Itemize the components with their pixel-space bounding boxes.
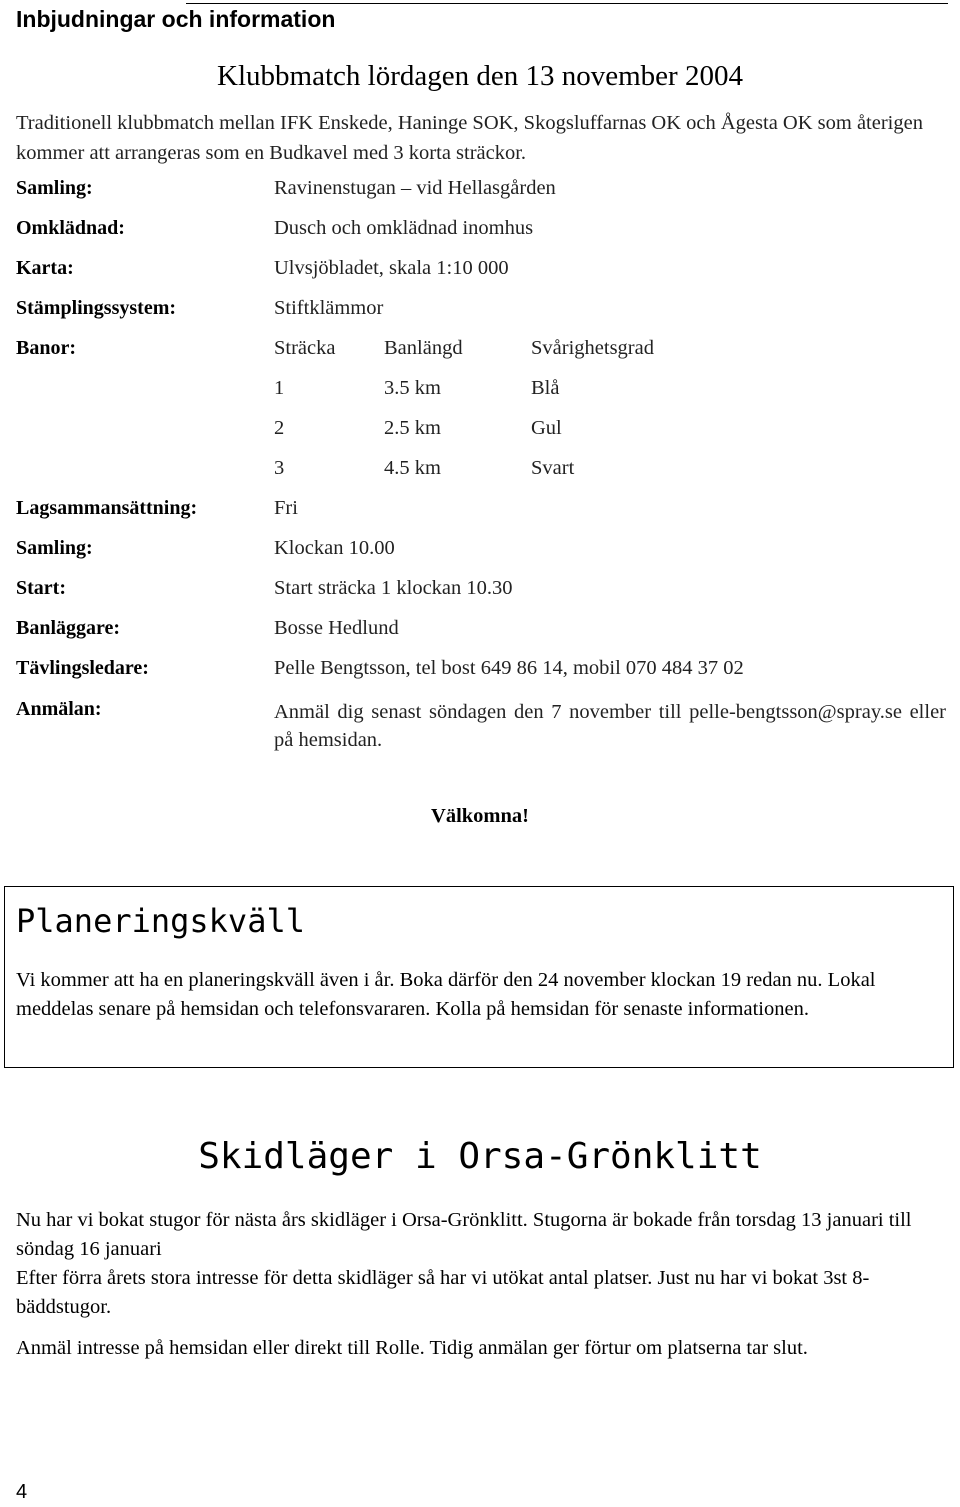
banor-header-stracka: Sträcka [274, 337, 336, 359]
leg-langd: 4.5 km [384, 457, 441, 479]
value-karta: Ulvsjöbladet, skala 1:10 000 [274, 257, 509, 279]
ski-paragraph-1: Nu har vi bokat stugor för nästa års skidläger i Orsa-Grönklitt. Stugorna är bokade från torsdag 13 januari till söndag 16 januari [16, 1209, 912, 1260]
value-banlaggare: Bosse Hedlund [274, 617, 399, 639]
ski-paragraph-3: Anmäl intresse på hemsidan eller direkt till Rolle. Tidig anmälan ger förtur om platserna tar slut. [16, 1337, 808, 1359]
label-tavlingsledare: Tävlingsledare: [16, 657, 149, 679]
label-omkladnad: Omklädnad: [16, 217, 125, 239]
value-samling-tid: Klockan 10.00 [274, 537, 395, 559]
label-start: Start: [16, 577, 66, 599]
event-title: Klubbmatch lördagen den 13 november 2004 [217, 60, 743, 92]
leg-grad: Blå [531, 377, 560, 399]
section-header-title: Inbjudningar och information [16, 6, 336, 32]
banor-header-grad: Svårighetsgrad [531, 337, 654, 359]
banor-header-langd: Banlängd [384, 337, 463, 359]
leg-stracka: 2 [274, 417, 285, 439]
label-karta: Karta: [16, 257, 74, 279]
label-anmalan: Anmälan: [16, 698, 102, 720]
value-stampling: Stiftklämmor [274, 297, 384, 319]
value-start: Start sträcka 1 klockan 10.30 [274, 577, 513, 599]
leg-langd: 3.5 km [384, 377, 441, 399]
ski-paragraph-2: Efter förra årets stora intresse för detta skidläger så har vi utökat antal platser. Just nu har vi bokat 3st 8-bäddstugor. [16, 1267, 870, 1318]
leg-langd: 2.5 km [384, 417, 441, 439]
leg-stracka: 1 [274, 377, 285, 399]
page-number: 4 [16, 1481, 28, 1503]
planning-title: Planeringskväll [16, 902, 305, 940]
label-banlaggare: Banläggare: [16, 617, 121, 639]
label-lagsammansattning: Lagsammansättning: [16, 497, 198, 519]
event-intro: Traditionell klubbmatch mellan IFK Enskede, Haninge SOK, Skogsluffarnas OK och Ågesta OK som återigen kommer att arrangeras som en Budkavel med 3 korta sträckor. [16, 112, 923, 164]
value-anmalan: Anmäl dig senast söndagen den 7 november till pelle-bengtsson@spray.se eller på hemsidan. [274, 701, 946, 751]
ski-title: Skidläger i Orsa-Grönklitt [198, 1136, 762, 1177]
leg-grad: Svart [531, 457, 575, 479]
value-omkladnad: Dusch och omklädnad inomhus [274, 217, 534, 239]
planning-text: Vi kommer att ha en planeringskväll även i år. Boka därför den 24 november klockan 19 redan nu. Lokal meddelas senare på hemsidan och telefonsvararen. Kolla på hemsidan för senaste informationen. [16, 969, 876, 1020]
label-stampling: Stämplingssystem: [16, 297, 177, 319]
value-tavlingsledare: Pelle Bengtsson, tel bost 649 86 14, mobil 070 484 37 02 [274, 657, 744, 679]
welcome-text: Välkomna! [431, 805, 529, 827]
label-samling: Samling: [16, 177, 93, 199]
value-samling: Ravinenstugan – vid Hellasgården [274, 177, 556, 199]
leg-stracka: 3 [274, 457, 285, 479]
header-rule [186, 3, 948, 4]
label-banor: Banor: [16, 337, 76, 359]
label-samling-tid: Samling: [16, 537, 93, 559]
leg-grad: Gul [531, 417, 562, 439]
value-lagsammansattning: Fri [274, 497, 298, 519]
